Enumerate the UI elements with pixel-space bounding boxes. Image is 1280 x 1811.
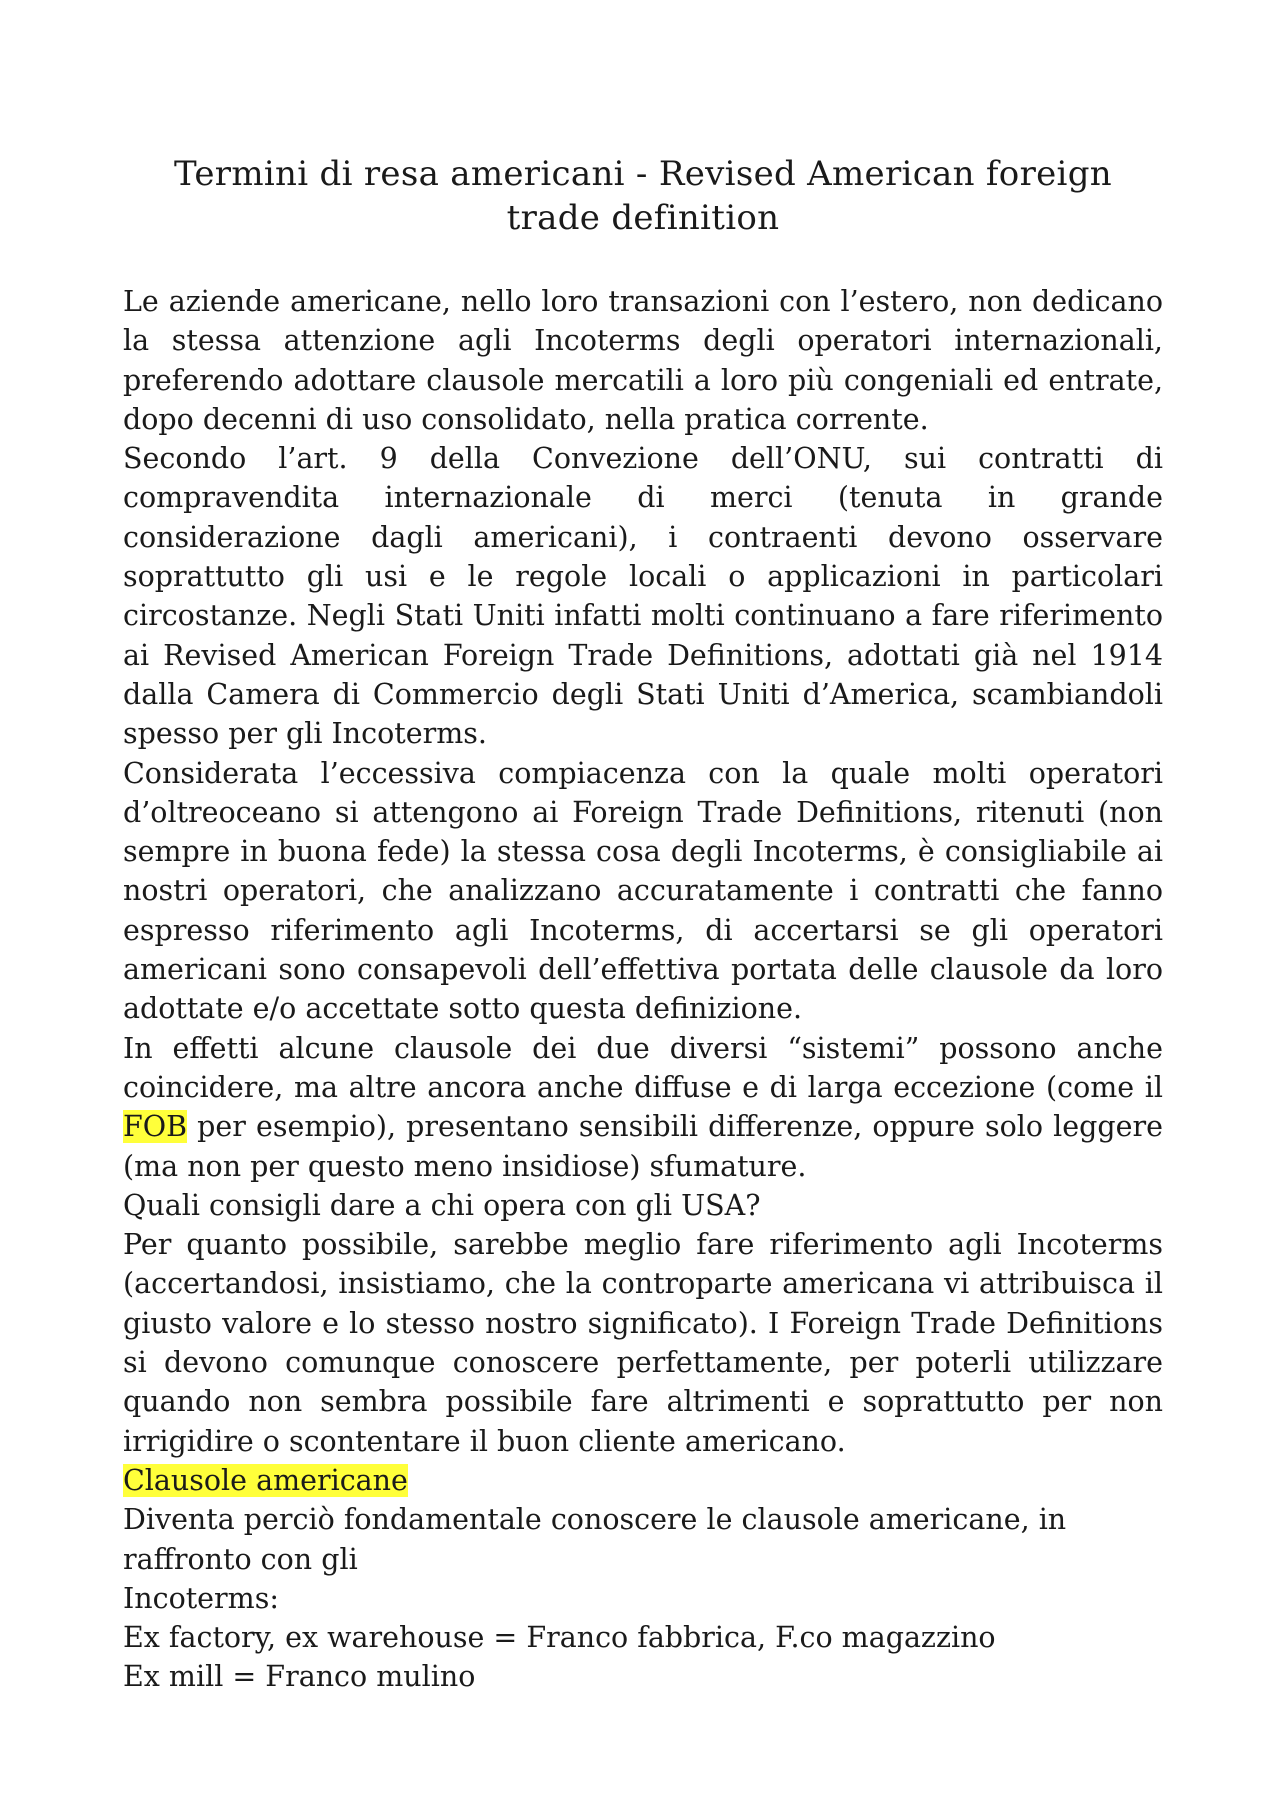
highlight-clausole-americane: Clausole americane [123,1463,408,1497]
paragraph-foreign-trade-definitions: Considerata l’eccessiva compiacenza con la quale molti operatori d’oltreoceano si attengono ai Foreign Trade Definitions, ritenuti (non sempre in buona fede) la stessa cosa degli Incoterms, è consigliabile ai nostri operatori, che analizzano accuratamente i contratti che fanno espresso riferimento agli Incoterms, di accertarsi se gli operatori americani sono consapevoli dell’effettiva portata delle clausole da loro adottate e/o accettate sotto questa definizione. [123,756,1163,1026]
paragraph-differences-before: In effetti alcune clausole dei due diversi “sistemi” possono anche coincidere, ma altre ancora anche diffuse e di larga eccezione (come il [123,1031,1163,1104]
list-item-ex-mill: Ex mill = Franco mulino [123,1660,476,1694]
paragraph-clausole-line-3: Incoterms: [123,1581,279,1615]
document-title: Termini di resa americani - Revised American foreign trade definition [174,154,1112,238]
paragraph-clausole-line-1: Diventa perciò fondamentale conoscere le clausole americane, in [123,1503,1067,1537]
list-item-ex-factory: Ex factory, ex warehouse = Franco fabbrica, F.co magazzino [123,1621,996,1655]
highlight-fob: FOB [123,1110,188,1144]
paragraph-clausole-line-2: raffronto con gli [123,1542,358,1576]
paragraph-onu-convention: Secondo l’art. 9 della Convezione dell’ONU, sui contratti di compravendita internazionale di merci (tenuta in grande considerazione dagli americani), i contraenti devono osservare soprattutto gli usi e le regole locali o applicazioni in particolari circostanze. Negli Stati Uniti infatti molti continuano a fare riferimento ai Revised American Foreign Trade Definitions, adottati già nel 1914 dalla Camera di Commercio degli Stati Uniti d’America, scambiandoli spesso per gli Incoterms. [123,442,1163,751]
section-heading-clausole [123,1461,1163,1500]
document-body [123,282,1163,1697]
paragraph-differences [123,1029,1163,1186]
paragraph-question: Quali consigli dare a chi opera con gli USA? [123,1188,761,1222]
document-page [123,152,1163,1697]
paragraph-intro: Le aziende americane, nello loro transazioni con l’estero, non dedicano la stessa attenzione agli Incoterms degli operatori internazionali, preferendo adottare clausole mercatili a loro più congeniali ed entrate, dopo decenni di uso consolidato, nella pratica corrente. [123,285,1163,436]
paragraph-advice: Per quanto possibile, sarebbe meglio fare riferimento agli Incoterms (accertandosi, insistiamo, che la controparte americana vi attribuisca il giusto valore e lo stesso nostro significato). I Foreign Trade Definitions si devono comunque conoscere perfettamente, per poterli utilizzare quando non sembra possibile fare altrimenti e soprattutto per non irrigidire o scontentare il buon cliente americano. [123,1228,1163,1458]
paragraph-differences-after: per esempio), presentano sensibili differenze, oppure solo leggere (ma non per questo meno insidiose) sfumature. [123,1110,1163,1183]
